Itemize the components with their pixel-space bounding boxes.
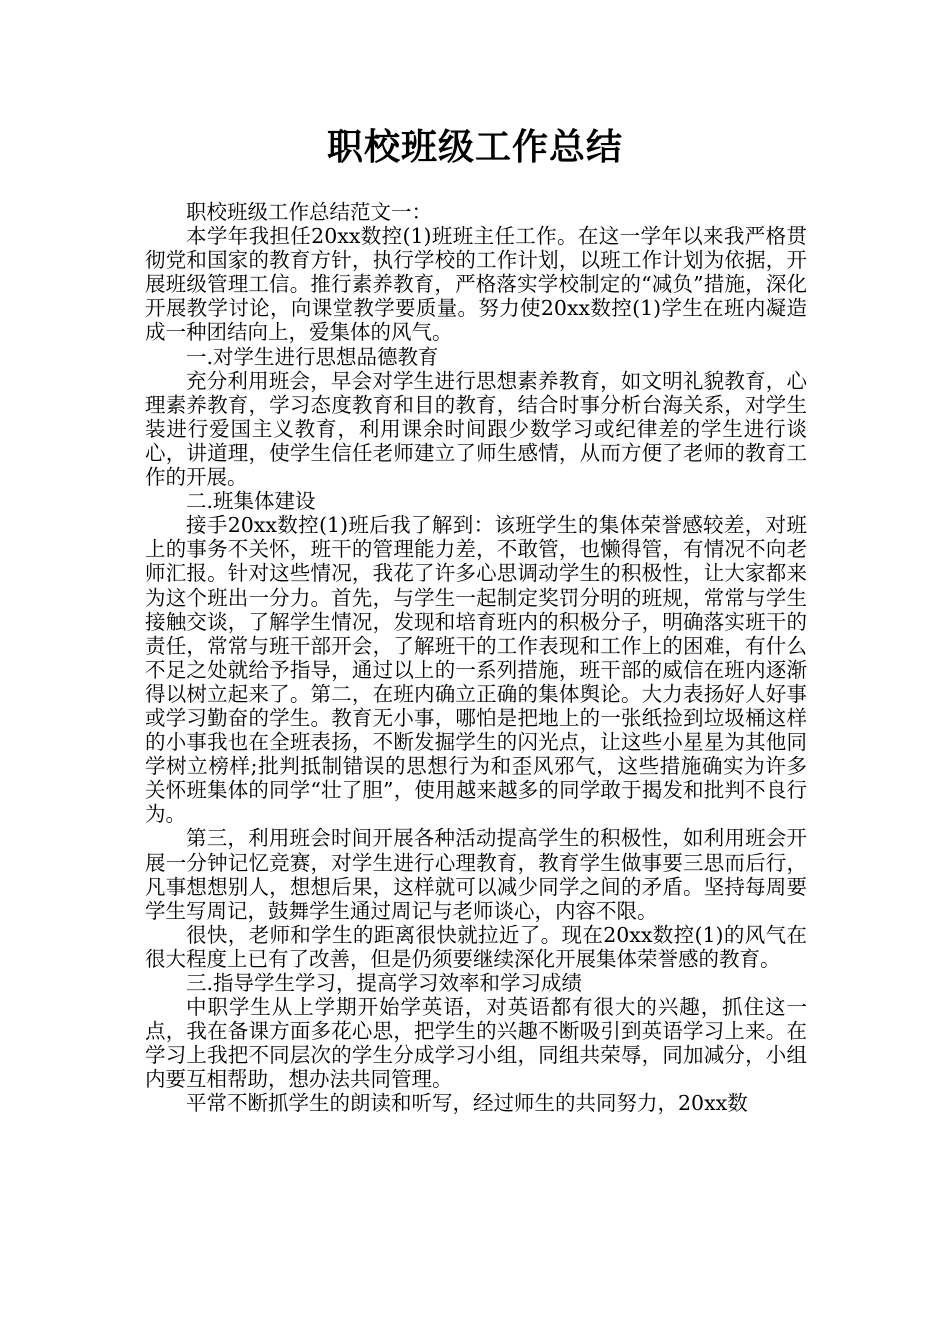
paragraph-intro: 职校班级工作总结范文一： xyxy=(186,200,432,224)
paragraph-improvement: 很快，老师和学生的距离很快就拉近了。现在20xx数控(1)的风气在很大程度上已有了改善，但是仍须要继续深化开展集体荣誉感的教育。 xyxy=(145,922,807,971)
section-heading-1: 一.对学生进行思想品德教育 xyxy=(186,344,439,369)
paragraph-overview: 本学年我担任20xx数控(1)班班主任工作。在这一学年以来我严格贯彻党和国家的教育方针，执行学校的工作计划，以班工作计划为依据，开展班级管理工信。推行素养教育，严格落实学校制定的“减负”措施，深化开展教学讨论，向课堂教学要质量。努力使20xx数控(1)学生在班内凝造成一种团结向上，爱集体的风气。 xyxy=(145,224,807,345)
section-heading-2: 二.班集体建设 xyxy=(186,489,316,514)
document-title: 职校班级工作总结 xyxy=(326,127,623,168)
paragraph-reading-dictation: 平常不断抓学生的朗读和听写，经过师生的共同努力，20xx数 xyxy=(186,1091,748,1116)
paragraph-third-point: 第三，利用班会时间开展各种活动提高学生的积极性，如利用班会开展一分钟记忆竞赛，对学生进行心理教育，教育学生做事要三思而后行，凡事想想别人，想想后果，这样就可以减少同学之间的矛盾。坚持每周要学生写周记，鼓舞学生通过周记与老师谈心，内容不限。 xyxy=(145,826,807,923)
document-body xyxy=(145,200,807,1116)
paragraph-moral-education: 充分利用班会，早会对学生进行思想素养教育，如文明礼貌教育，心理素养教育，学习态度教育和目的教育，结合时事分析台海关系，对学生装进行爱国主义教育，利用课余时间跟少数学习或纪律差的学生进行谈心，讲道理，使学生信任老师建立了师生感情，从而方便了老师的教育工作的开展。 xyxy=(145,368,807,490)
paragraph-class-building: 接手20xx数控(1)班后我了解到：该班学生的集体荣誉感较差，对班上的事务不关怀，班干的管理能力差，不敢管，也懒得管，有情况不向老师汇报。针对这些情况，我花了许多心思调动学生的积极性，让大家都来为这个班出一分力。首先，与学生一起制定奖罚分明的班规，常常与学生接触交谈，了解学生情况，发现和培育班内的积极分子，明确落实班干的责任，常常与班干部开会，了解班干的工作表现和工作上的困难，有什么不足之处就给予指导，通过以上的一系列措施，班干部的威信在班内逐渐得以树立起来了。第二，在班内确立正确的集体舆论。大力表扬好人好事或学习勤奋的学生。教育无小事，哪怕是把地上的一张纸捡到垃圾桶这样的小事我也在全班表扬，不断发掘学生的闪光点，让这些小星星为其他同学树立榜样;批判抵制错误的思想行为和歪风邪气，这些措施确实为许多关怀班集体的同学“壮了胆”，使用越来越多的同学敢于揭发和批判不良行为。 xyxy=(145,513,807,827)
section-heading-3: 三.指导学生学习，提高学习效率和学习成绩 xyxy=(186,971,583,995)
paragraph-english-study: 中职学生从上学期开始学英语，对英语都有很大的兴趣，抓住这一点，我在备课方面多花心思，把学生的兴趣不断吸引到英语学习上来。在学习上我把不同层次的学生分成学习小组，同组共荣辱，同加减分，小组内要互相帮助，想办法共同管理。 xyxy=(145,995,807,1092)
